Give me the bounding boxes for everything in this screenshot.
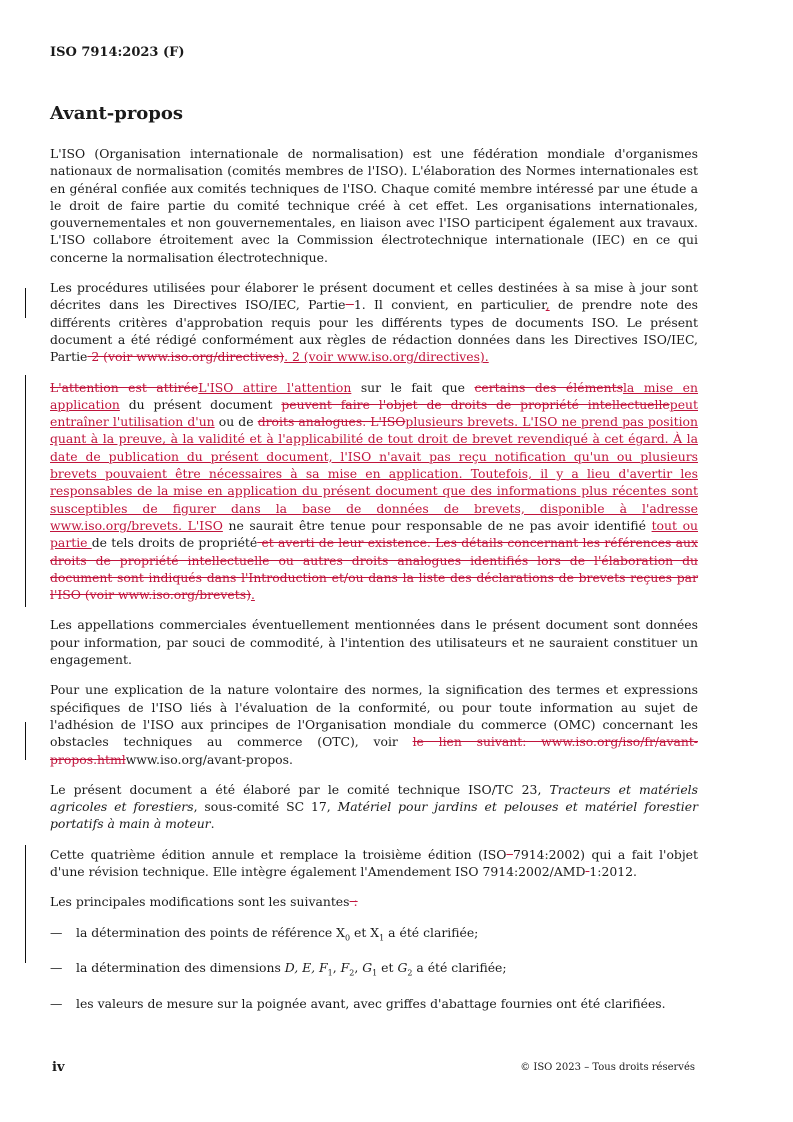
deleted-link: le lien suivant: www.iso.org/iso/fr/avant-propos.html [50, 734, 698, 767]
paragraph-edition [50, 846, 698, 881]
foreword-link[interactable]: www.iso.org/avant-propos. [125, 751, 293, 767]
text-run: , [354, 960, 363, 976]
text-run: et X [350, 924, 380, 940]
paragraph-voluntary-nature [50, 681, 698, 767]
inserted-text: tout ou partie [50, 517, 699, 551]
change-bar [25, 845, 26, 963]
inserted-text: L'ISO attire l'attention [198, 379, 352, 395]
text-run: Le présent document a été élaboré par le comité technique ISO/TC 23, [50, 781, 550, 797]
text-run: la détermination des dimensions [76, 960, 285, 976]
text-run: 1. Il convient, en particulier [353, 297, 546, 313]
list-dash: — [50, 996, 63, 1012]
text-run: et [377, 960, 398, 976]
list-dash: — [50, 924, 63, 940]
text-run: a été clarifiée; [412, 960, 507, 976]
foreword-body [50, 145, 698, 1025]
inserted-text: la mise en application [50, 379, 698, 412]
change-bar [25, 722, 26, 760]
deleted-text: L'attention est attirée [50, 379, 199, 395]
text-run: 7914:2002) qui a fait l'objet d'une révision technique. Elle intègre également l'Amendement ISO 7914:2002/AMD [50, 846, 698, 879]
copyright-notice: © ISO 2023 – Tous droits réservés [520, 1062, 695, 1073]
text-run: la détermination des points de référence X [76, 924, 346, 940]
text-run: de prendre note des différents critères d'approbation requis pour les différents types de documents ISO. Le présent document a été rédigé conformément aux règles de rédaction données dans les Directives ISO/IEC, Partie [50, 297, 698, 365]
text-run: Pour une explication de la nature volontaire des normes, la signification des termes et expressions spécifiques de l'ISO liés à l'évaluation de la conformité, ou pour toute information au sujet de l'adhésion de l'ISO aux principes de l'Organisation mondiale du commerce (OMC) concernant les obstacles techniques au commerce (OTC), voir [50, 682, 698, 750]
deleted-text: et averti de leur existence. Les détails concernant les références aux droits de propriété intellectuelle ou autres droits analogues identifiés lors de l'élaboration du document sont indiqués dans l'Introduction et/ou dans la liste des déclarations de brevets reçues par l'ISO (voir www.iso.org/brevets) [50, 535, 698, 603]
paragraph-committee [50, 781, 698, 833]
variable: G [362, 960, 373, 976]
text-run: a été clarifiée; [384, 924, 479, 940]
list-item [50, 959, 698, 982]
deleted-text: : [349, 894, 358, 910]
deleted-text: certains des éléments [474, 379, 623, 395]
page-number: iv [52, 1060, 65, 1075]
text-run: , sous-comité SC 17, [193, 799, 338, 815]
deleted-text [346, 297, 354, 312]
subscript: 1 [379, 933, 385, 943]
text-run: de tels droits de propriété [91, 535, 258, 551]
variable: F [340, 960, 350, 976]
subscript: 2 [407, 968, 413, 978]
text-run: Les principales modifications sont les suivantes [50, 894, 350, 910]
text-run: Les procédures utilisées pour élaborer le présent document et celles destinées à sa mise à jour sont décrites dans les Directives ISO/IEC, Partie [50, 280, 698, 313]
paragraph-trade-names: Les appellations commerciales éventuellement mentionnées dans le présent document sont données pour information, par souci de commodité, à l'intention des utilisateurs et ne sauraient constituer un engagement. [50, 617, 698, 668]
inserted-text: peut entraîner l'utilisation d'un [50, 396, 698, 430]
text-run: du présent document [119, 396, 282, 412]
inserted-text: 2 (voir www.iso.org/directives). [288, 349, 489, 365]
subscript: 0 [345, 933, 351, 943]
list-dash: — [50, 960, 63, 976]
section-title: Avant-propos [50, 103, 184, 124]
subscript: 1 [327, 968, 333, 978]
list-item [50, 924, 698, 947]
variable: G [397, 960, 408, 976]
deleted-text: droits analogues. L'ISO [257, 414, 406, 430]
subscript: 2 [349, 968, 355, 978]
text-run: . [210, 816, 215, 832]
subscript: 1 [372, 968, 378, 978]
change-bar [25, 375, 26, 607]
list-item [50, 995, 698, 1012]
document-id: ISO 7914:2023 (F) [50, 45, 185, 60]
committee-title: Tracteurs et matériels agricoles et forestiers [50, 781, 698, 815]
paragraph-patents [50, 379, 698, 604]
paragraph-procedures [50, 279, 698, 365]
text-run: ou de [214, 414, 258, 430]
changes-list [50, 924, 698, 1013]
text-run: Cette quatrième édition annule et remplace la troisième édition (ISO [50, 846, 507, 862]
inserted-text: . [284, 349, 289, 365]
text-run: 1:2012. [589, 863, 637, 879]
change-bar [25, 288, 26, 318]
inserted-text: plusieurs brevets. L'ISO ne prend pas position quant à la preuve, à la validité et à l'applicabilité de tout droit de brevet revendiqué à cet égard. À la date de publication du présent document, l'ISO n'avait pas reçu notification qu'un ou plusieurs brevets pouvaient être nécessaires à sa mise en application. Toutefois, il y a lieu d'avertir les responsables de la mise en application du présent document que des informations plus récentes sont susceptibles de figurer dans la base de données de brevets, disponible à l'adresse www.iso.org/brevets. L'ISO [50, 414, 698, 533]
inserted-text: . [250, 587, 255, 603]
paragraph-iso-intro: L'ISO (Organisation internationale de normalisation) est une fédération mondiale d'organismes nationaux de normalisation (comités membres de l'ISO). L'élaboration des Normes internationales est en général confiée aux comités techniques de l'ISO. Chaque comité membre intéressé par une étude a le droit de faire partie du comité technique créé à cet effet. Les organisations internationales, gouvernementales et non gouvernementales, en liaison avec l'ISO participent également aux travaux. L'ISO collabore étroitement avec la Commission électrotechnique internationale (IEC) en ce qui concerne la normalisation électrotechnique. [50, 146, 698, 265]
inserted-text: , [545, 297, 550, 313]
subcommittee-title: Matériel pour jardins et pelouses et matériel forestier portatifs à main à moteur [50, 799, 698, 832]
variable: D, E, F [284, 960, 328, 976]
text-run: les valeurs de mesure sur la poignée avant, avec griffes d'abattage fournies ont été clarifiées. [76, 996, 666, 1012]
paragraph-main-changes [50, 893, 698, 910]
text-run: ne saurait être tenue pour responsable de ne pas avoir identifié [222, 517, 652, 533]
text-run: sur le fait que [351, 379, 475, 395]
deleted-text: 2 (voir www.iso.org/directives) [87, 349, 285, 365]
text-run: , [332, 960, 341, 976]
deleted-text: peuvent faire l'objet de droits de propriété intellectuelle [281, 396, 670, 412]
